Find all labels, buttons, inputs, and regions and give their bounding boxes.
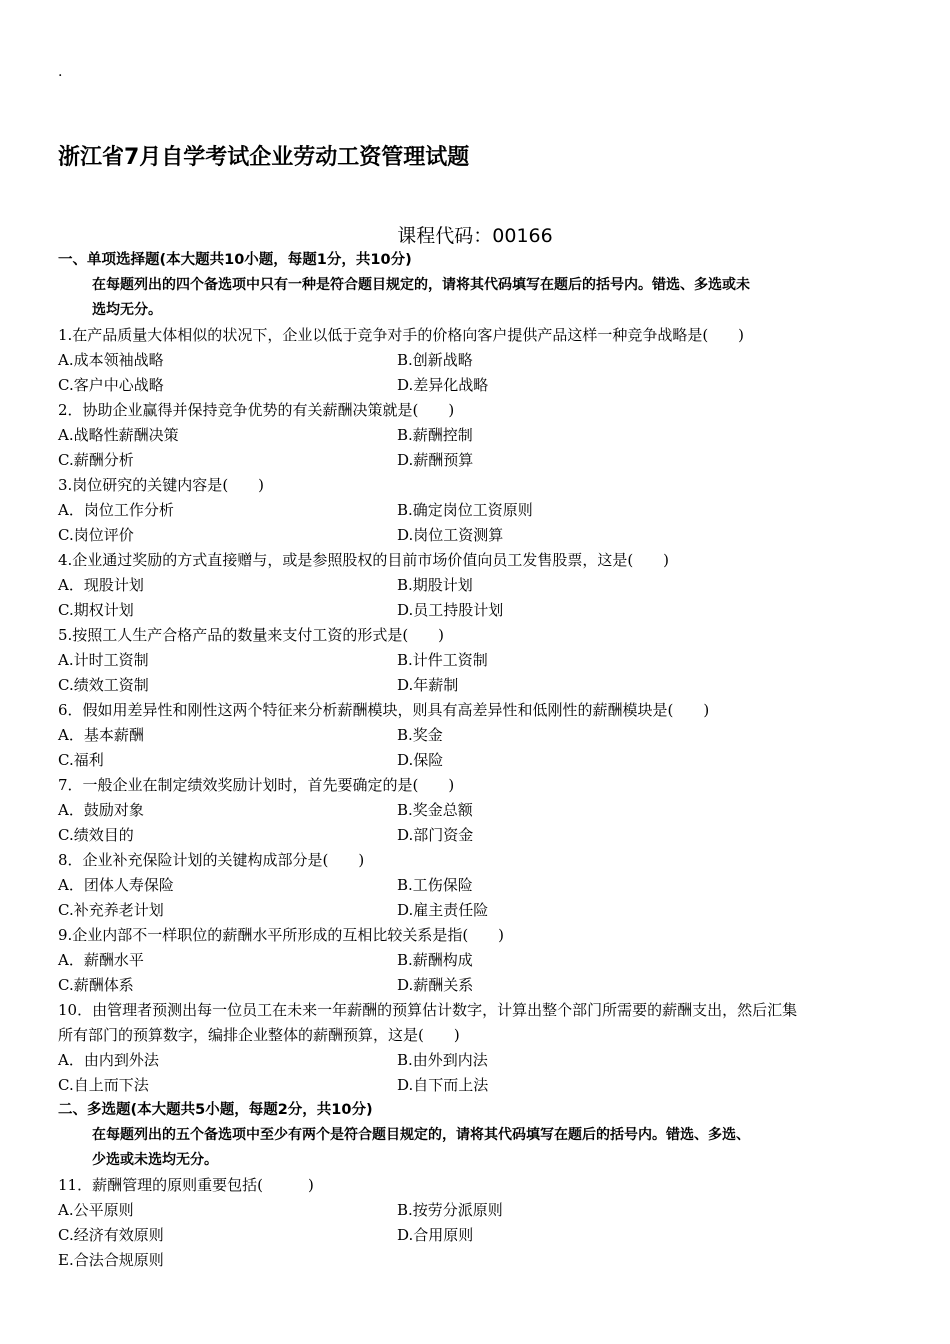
option-b: B.按劳分派原则 [397,1201,503,1219]
option-b: B.由外到内法 [397,1051,488,1069]
option-d: D.保险 [397,751,444,769]
option-c: C.薪酬体系 [58,976,134,994]
option-a: A．薪酬水平 [58,951,144,969]
option-c: C.岗位评价 [58,526,134,544]
question-stem: 8．企业补充保险计划的关键构成部分是( ) [58,851,365,869]
option-d: D.部门资金 [397,826,474,844]
option-b: B.确定岗位工资原则 [397,501,533,519]
section-heading: 二、多选题(本大题共5小题，每题2分，共10分) [58,1102,373,1118]
section-instruction: 少选或未选均无分。 [92,1152,218,1168]
section-instruction: 在每题列出的五个备选项中至少有两个是符合题目规定的，请将其代码填写在题后的括号内。错选、多选、 [92,1127,750,1143]
option-a: A.成本领袖战略 [58,351,164,369]
header-mark: . [58,64,63,80]
course-code: 课程代码：00166 [397,225,553,247]
option-d: D.差异化战略 [397,376,489,394]
option-d: D.合用原则 [397,1226,474,1244]
option-e: E.合法合规原则 [58,1251,164,1269]
option-b: B.薪酬控制 [397,426,473,444]
option-a: A．由内到外法 [58,1051,159,1069]
section-instruction: 选均无分。 [92,302,162,318]
option-d: D.薪酬预算 [397,451,474,469]
option-d: D.年薪制 [397,676,459,694]
option-a: A.计时工资制 [58,651,149,669]
option-d: D.薪酬关系 [397,976,474,994]
question-stem-continued: 所有部门的预算数字，编排企业整体的薪酬预算，这是( ) [58,1026,460,1044]
option-b: B.奖金 [397,726,443,744]
option-c: C.期权计划 [58,601,134,619]
option-b: B.计件工资制 [397,651,488,669]
question-stem: 5.按照工人生产合格产品的数量来支付工资的形式是( ) [58,626,445,644]
option-a: A.战略性薪酬决策 [58,426,179,444]
option-a: A．鼓励对象 [58,801,144,819]
option-c: C.薪酬分析 [58,451,134,469]
option-d: D.雇主责任险 [397,901,489,919]
option-a: A．岗位工作分析 [58,501,174,519]
option-c: C.绩效工资制 [58,676,149,694]
question-stem: 7．一般企业在制定绩效奖励计划时，首先要确定的是( ) [58,776,455,794]
option-a: A．团体人寿保险 [58,876,174,894]
option-c: C.经济有效原则 [58,1226,164,1244]
question-stem: 2．协助企业赢得并保持竞争优势的有关薪酬决策就是( ) [58,401,455,419]
section-instruction: 在每题列出的四个备选项中只有一种是符合题目规定的，请将其代码填写在题后的括号内。错选、多选或未 [92,277,750,293]
option-c: C.补充养老计划 [58,901,164,919]
exam-body [58,248,894,1273]
option-b: B.工伤保险 [397,876,473,894]
question-stem: 10．由管理者预测出每一位员工在未来一年薪酬的预算估计数字，计算出整个部门所需要的薪酬支出，然后汇集 [58,1001,798,1019]
option-d: D.岗位工资测算 [397,526,504,544]
option-a: A.公平原则 [58,1201,134,1219]
option-a: A．现股计划 [58,576,144,594]
question-stem: 11．薪酬管理的原则重要包括( ) [58,1176,314,1194]
page-title: 浙江省7月自学考试企业劳动工资管理试题 [58,145,470,170]
option-b: B.创新战略 [397,351,473,369]
option-c: C.福利 [58,751,104,769]
question-stem: 9.企业内部不一样职位的薪酬水平所形成的互相比较关系是指( ) [58,926,505,944]
question-stem: 1.在产品质量大体相似的状况下，企业以低于竞争对手的价格向客户提供产品这样一种竞争战略是( ) [58,326,745,344]
option-c: C.绩效目的 [58,826,134,844]
question-stem: 4.企业通过奖励的方式直接赠与，或是参照股权的目前市场价值向员工发售股票，这是( ) [58,551,670,569]
option-b: B.奖金总额 [397,801,473,819]
option-b: B.薪酬构成 [397,951,473,969]
option-c: C.自上而下法 [58,1076,149,1094]
question-stem: 3.岗位研究的关键内容是( ) [58,476,265,494]
section-heading: 一、单项选择题(本大题共10小题，每题1分，共10分) [58,252,412,268]
question-stem: 6．假如用差异性和刚性这两个特征来分析薪酬模块，则具有高差异性和低刚性的薪酬模块是( ) [58,701,710,719]
option-a: A．基本薪酬 [58,726,144,744]
option-c: C.客户中心战略 [58,376,164,394]
option-d: D.自下而上法 [397,1076,489,1094]
option-d: D.员工持股计划 [397,601,504,619]
option-b: B.期股计划 [397,576,473,594]
